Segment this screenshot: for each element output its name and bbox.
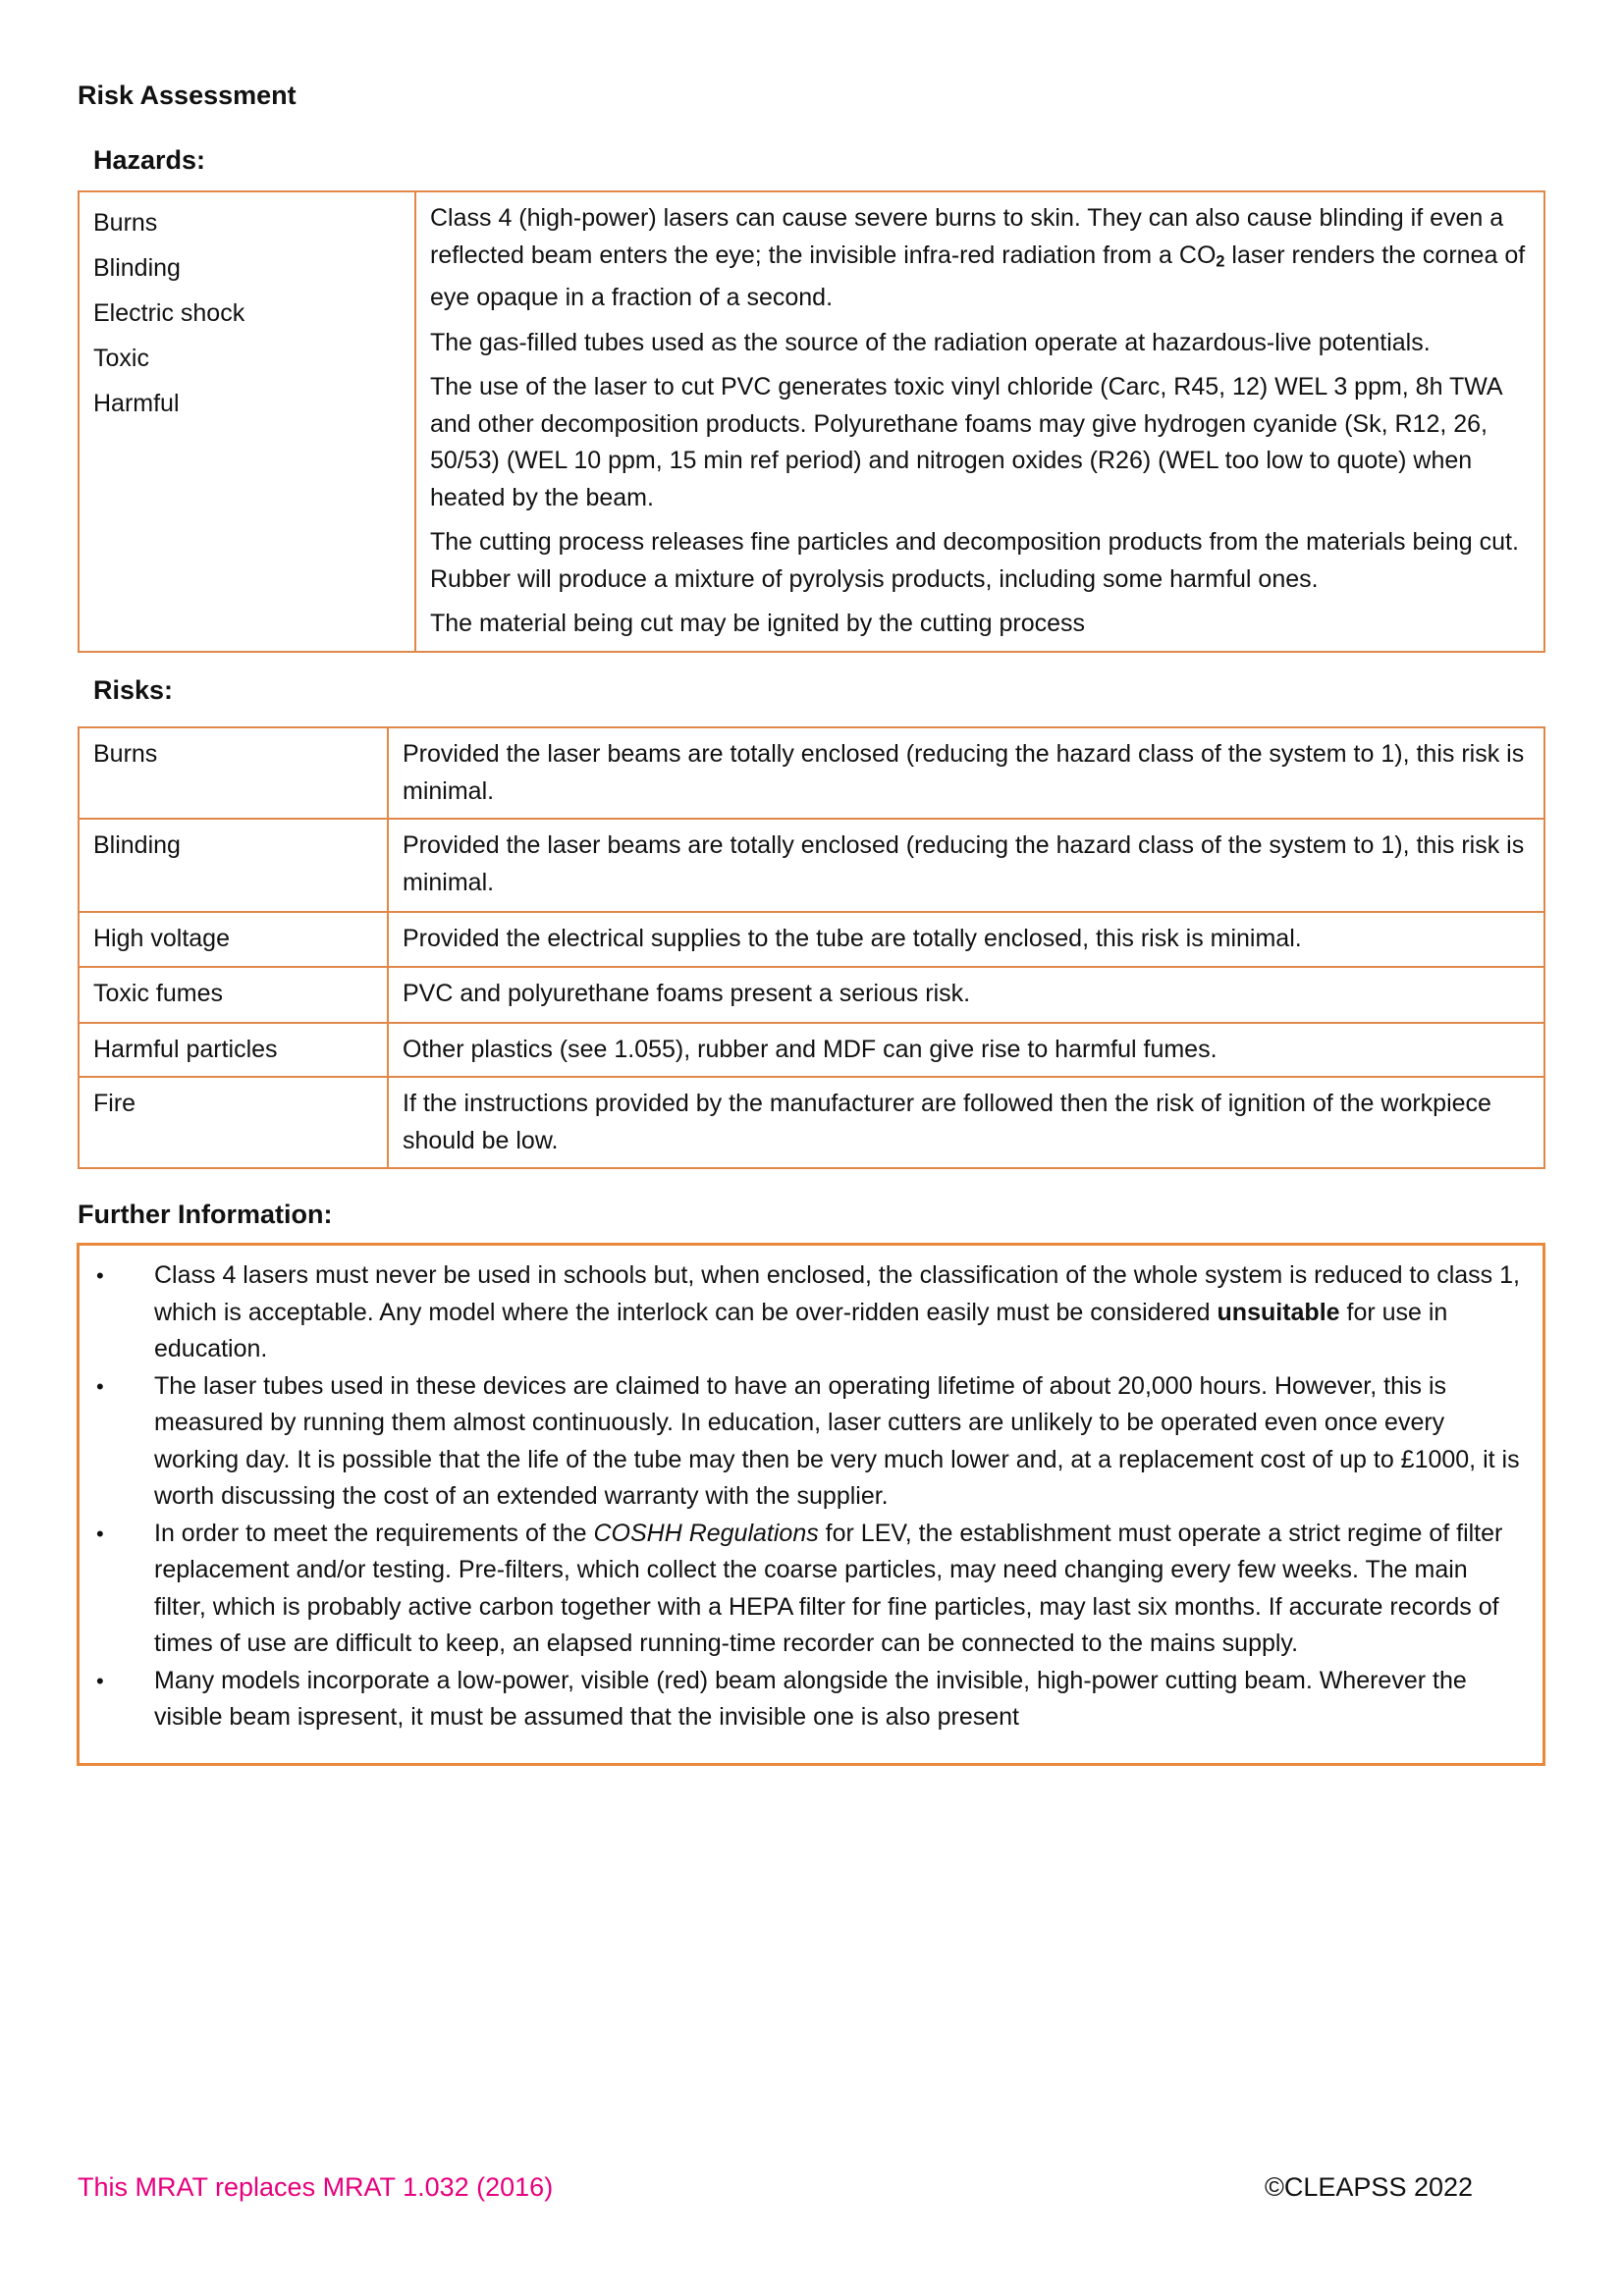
- hazards-table: [78, 190, 1545, 653]
- hazard-paragraph: The use of the laser to cut PVC generates toxic vinyl chloride (Carc, R45, 12) WEL 3 ppm, 8h TWA and other decomposition products. Polyurethane foams may give hydrogen cyanide (Sk, R12, 26, 50/53) (WEL 10 ppm, 15 min ref period) and nitrogen oxides (R26) (WEL too low to quote) when heated by the beam.: [430, 373, 1502, 511]
- hazard-item: Blinding: [93, 254, 181, 282]
- emphasis-unsuitable: unsuitable: [1217, 1298, 1340, 1326]
- hazard-paragraph: The gas-filled tubes used as the source of the radiation operate at hazardous-live potentials.: [430, 328, 1431, 356]
- hazard-paragraph: The material being cut may be ignited by the cutting process: [430, 610, 1086, 638]
- hazard-item: Electric shock: [93, 299, 245, 327]
- footer-copyright: ©CLEAPSS 2022: [1265, 2172, 1474, 2202]
- table-row: [79, 1077, 1544, 1168]
- footer-replacement-note: This MRAT replaces MRAT 1.032 (2016): [78, 2172, 554, 2202]
- list-item: • Class 4 lasers must never be used in schools but, when enclosed, the classification of the whole system is reduced to class 1, which is acceptable. Any model where the interlock can be over-ridden easily must be considered unsuitable for use in education.: [80, 1257, 1523, 1368]
- table-row: [79, 727, 1544, 819]
- risk-name: Harmful particles: [79, 1023, 388, 1078]
- hazard-types-cell: [79, 191, 415, 652]
- risk-detail: Provided the electrical supplies to the tube are totally enclosed, this risk is minimal.: [388, 912, 1544, 967]
- table-row: [79, 967, 1544, 1023]
- risk-name: Toxic fumes: [79, 967, 388, 1023]
- list-item: • In order to meet the requirements of the COSHH Regulations for LEV, the establishment must operate a strict regime of filter replacement and/or testing. Pre-filters, which collect the coarse particles, may need changing every few weeks. The main filter, which is probably active carbon together with a HEPA filter for fine particles, may last six months. If accurate records of times of use are difficult to keep, an elapsed running-time recorder can be connected to the mains supply.: [80, 1516, 1523, 1663]
- hazard-item: Harmful: [93, 390, 180, 417]
- risk-detail: PVC and polyurethane foams present a serious risk.: [388, 967, 1544, 1023]
- hazard-description-cell: [415, 191, 1544, 652]
- further-information-box: [77, 1243, 1545, 1766]
- hazard-paragraph: Class 4 (high-power) lasers can cause severe burns to skin. They can also cause blinding if even a reflected beam enters the eye; the invisible infra-red radiation from a $CO_2$ laser renders the cornea of eye opaque in a fraction of a second.: [430, 204, 1526, 312]
- risk-name: Blinding: [79, 819, 388, 912]
- risk-name: High voltage: [79, 912, 388, 967]
- hazards-heading: Hazards:: [93, 145, 206, 175]
- table-row: [79, 1023, 1544, 1078]
- further-information-heading: Further Information:: [78, 1200, 333, 1229]
- hazard-item: Toxic: [93, 345, 149, 372]
- risk-detail: If the instructions provided by the manufacturer are followed then the risk of ignition of the workpiece should be low.: [388, 1077, 1544, 1168]
- risk-name: Fire: [79, 1077, 388, 1168]
- risks-table: [78, 726, 1545, 1169]
- table-row: [79, 912, 1544, 967]
- coshh-regulations-reference: COSHH Regulations: [593, 1519, 819, 1547]
- bullet-icon: •: [96, 1373, 104, 1399]
- hazard-item: Burns: [93, 209, 158, 237]
- risks-heading: Risks:: [93, 675, 174, 705]
- risk-name: Burns: [79, 727, 388, 819]
- further-information-list: [80, 1246, 1543, 1736]
- bullet-icon: •: [96, 1263, 104, 1288]
- page-title: Risk Assessment: [78, 80, 297, 110]
- list-item: • The laser tubes used in these devices are claimed to have an operating lifetime of about 20,000 hours. However, this is measured by running them almost continuously. In education, laser cutters are unlikely to be operated even once every working day. It is possible that the life of the tube may then be very much lower and, at a replacement cost of up to £1000, it is worth discussing the cost of an extended warranty with the supplier.: [80, 1368, 1523, 1516]
- risk-detail: Provided the laser beams are totally enclosed (reducing the hazard class of the system to 1), this risk is minimal.: [388, 819, 1544, 912]
- hazard-paragraph: The cutting process releases fine particles and decomposition products from the materials being cut. Rubber will produce a mixture of pyrolysis products, including some harmful ones.: [430, 528, 1519, 593]
- risk-detail: Other plastics (see 1.055), rubber and MDF can give rise to harmful fumes.: [388, 1023, 1544, 1078]
- list-item: • Many models incorporate a low-power, visible (red) beam alongside the invisible, high-power cutting beam. Wherever the visible beam ispresent, it must be assumed that the invisible one is also present: [80, 1663, 1523, 1736]
- table-row: [79, 819, 1544, 912]
- risk-detail: Provided the laser beams are totally enclosed (reducing the hazard class of the system to 1), this risk is minimal.: [388, 727, 1544, 819]
- bullet-icon: •: [96, 1521, 104, 1546]
- bullet-icon: •: [96, 1668, 104, 1693]
